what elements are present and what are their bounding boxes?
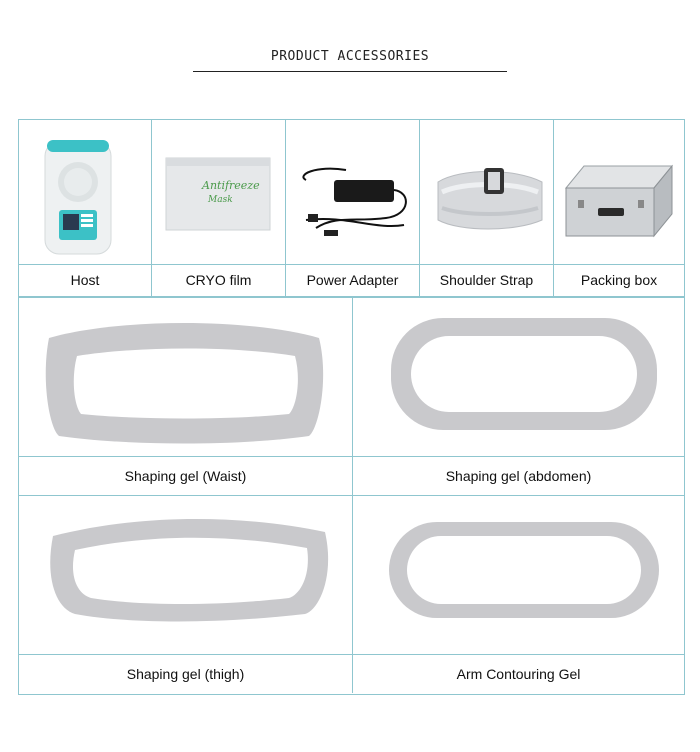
shoulder-strap-icon — [420, 120, 553, 265]
accessory-cell-power-adapter — [286, 120, 420, 297]
gel-cell-thigh — [19, 496, 353, 693]
accessory-label: Shoulder Strap — [420, 264, 553, 296]
gel-cell-waist — [19, 298, 353, 496]
gel-label: Shaping gel (thigh) — [19, 654, 352, 693]
pack-text-2: Mask — [208, 195, 233, 205]
abdomen-gel-ring-icon — [353, 298, 684, 458]
gel-cell-abdomen — [353, 298, 684, 496]
cryo-host-device-icon — [19, 120, 151, 265]
accessory-label: CRYO film — [152, 264, 285, 296]
gel-cell-arm — [353, 496, 684, 693]
thigh-gel-ring-icon — [19, 496, 352, 655]
accessory-label: Host — [19, 264, 151, 296]
page-title: PRODUCT ACCESSORIES — [270, 49, 430, 64]
aluminum-case-icon — [554, 120, 684, 265]
gel-label: Arm Contouring Gel — [353, 654, 684, 693]
accessory-cell-shoulder-strap — [420, 120, 554, 297]
power-adapter-icon — [286, 120, 419, 265]
gel-label: Shaping gel (Waist) — [19, 456, 352, 495]
antifreeze-mask-pack-icon — [152, 120, 285, 265]
accessories-grid — [18, 119, 685, 298]
accessory-cell-packing-box — [554, 120, 684, 297]
pack-text-1: Antifreeze — [202, 179, 260, 192]
gels-grid — [18, 298, 685, 695]
arm-gel-ring-icon — [353, 496, 684, 655]
accessory-label: Power Adapter — [286, 264, 419, 296]
waist-gel-ring-icon — [19, 298, 352, 458]
title-underline — [193, 71, 507, 72]
accessory-cell-cryo-film — [152, 120, 286, 297]
accessory-label: Packing box — [554, 264, 684, 296]
accessory-cell-host — [19, 120, 152, 297]
gel-label: Shaping gel (abdomen) — [353, 456, 684, 495]
